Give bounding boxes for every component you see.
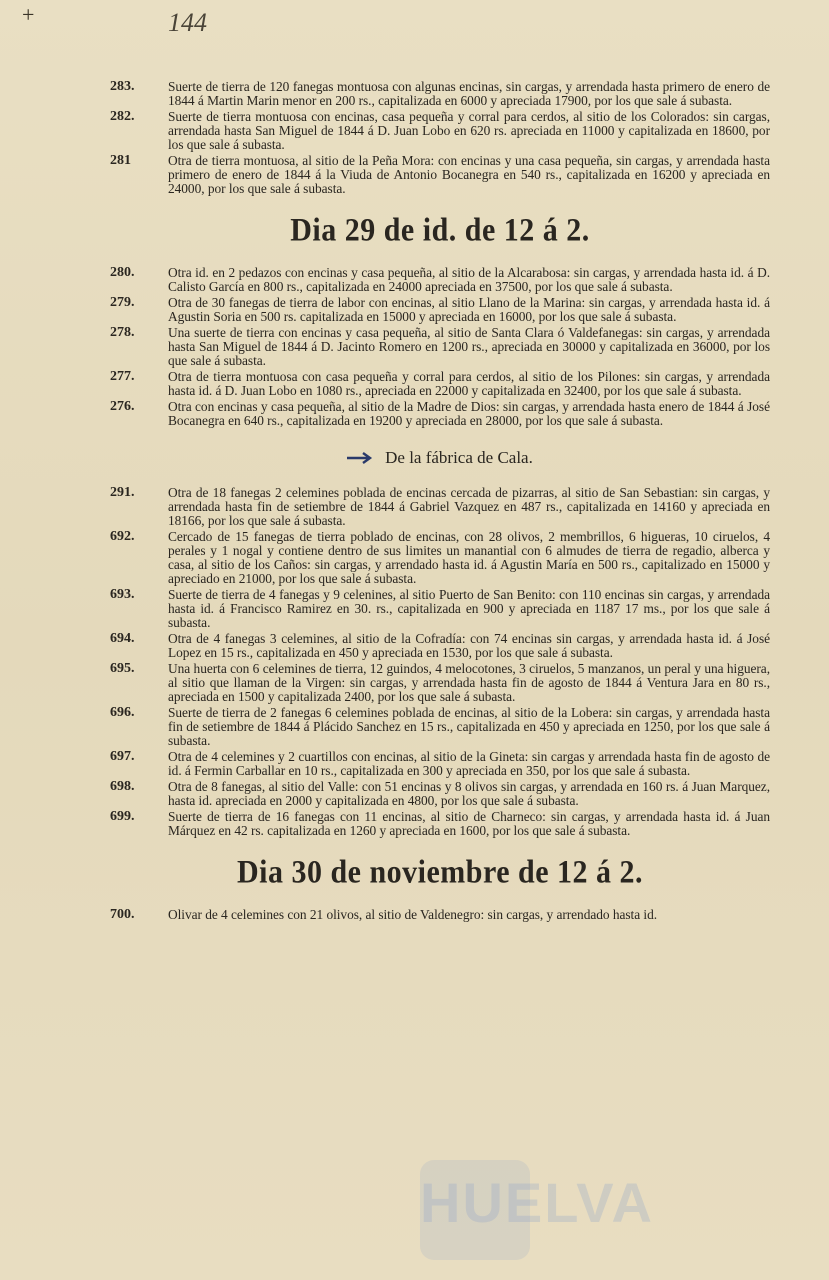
- lot-description: Suerte de tierra de 16 fanegas con 11 encinas, al sitio de Charneco: sin cargas, y arrendada hasta id. á Juan Márquez en 42 rs. capitalizada en 1260 y apreciada en 1600, por los que sale á subasta.: [168, 809, 770, 838]
- entries-group-intro: [110, 80, 770, 196]
- lot-description: Suerte de tierra de 2 fanegas 6 celemines poblada de encinas, al sitio de la Lobera: sin cargas, y arrendada hasta fin de setiembre de 1844 á Plácido Sanchez en 15 rs., capitalizada en 450 y apreciada en 1250, por los que sale á subasta.: [168, 705, 770, 748]
- lot-number: 277.: [110, 369, 135, 384]
- lot-entry: [110, 80, 770, 108]
- lot-number: 276.: [110, 399, 135, 414]
- corner-mark: +: [22, 2, 35, 27]
- lot-entry: [110, 110, 770, 152]
- lot-number: 291.: [110, 485, 135, 500]
- entries-group-day-29: [110, 266, 770, 428]
- day-heading-29: Dia 29 de id. de 12 á 2.: [290, 212, 590, 249]
- lot-number: 693.: [110, 587, 135, 602]
- lot-entry: [110, 662, 770, 704]
- lot-entry: [110, 810, 770, 838]
- lot-description: Una huerta con 6 celemines de tierra, 12 guindos, 4 melocotones, 3 ciruelos, 5 manzanos, un peral y una higuera, al sitio que llaman de la Virgen: sin cargas, y arrendada hasta fin de agosto de 1844 á Ventura Jara en 80 rs., apreciada en 1500 y capitalizada 2400, por los que sale á subasta.: [168, 661, 770, 704]
- lot-description: Suerte de tierra de 4 fanegas y 9 celenines, al sitio Puerto de San Benito: con 110 encinas sin cargas, y arrendada hasta id. á Francisco Ramirez en 30. rs., capitalizada en 900 y apreciada en 1187 17 ms., por los que sale á subasta.: [168, 587, 770, 630]
- document-body: [110, 80, 770, 924]
- lot-number: 699.: [110, 809, 135, 824]
- day-heading-30: Dia 30 de noviembre de 12 á 2.: [236, 854, 644, 891]
- lot-description: Otra de tierra montuosa, al sitio de la Peña Mora: con encinas y una casa pequeña, sin cargas, y arrendada hasta primero de enero de 1844 á la Viuda de Antonio Bocanegra en 540 rs., capitalizada en 16200 y apreciada en 24000, por los que sale á subasta.: [168, 153, 770, 196]
- lot-entry: [110, 370, 770, 398]
- pointing-hand-icon: [347, 452, 377, 464]
- lot-description: Otra de tierra montuosa con casa pequeña y corral para cerdos, al sitio de los Pilones: sin cargas, y arrendada hasta id. á D. Juan Lobo en 1080 rs., apreciada en 22000 y capitalizada en 32400, por los que sale á subasta.: [168, 369, 770, 398]
- lot-number: 697.: [110, 749, 135, 764]
- lot-number: 696.: [110, 705, 135, 720]
- lot-description: Suerte de tierra montuosa con encinas, casa pequeña y corral para cerdos, al sitio de los Colorados: sin cargas, arrendada hasta San Miguel de 1844 á D. Juan Lobo en 620 rs. apreciada en 11000 y capitalizada en 18600, por los que sale á subasta.: [168, 109, 770, 152]
- lot-number: 694.: [110, 631, 135, 646]
- lot-description: Una suerte de tierra con encinas y casa pequeña, al sitio de Santa Clara ó Valdefanegas: sin cargas, y arrendada hasta San Miguel de 1844 á D. Jacinto Romero en 1200 rs., apreciada en 30000 y capitalizada en 36000, por los que sale á subasta.: [168, 325, 770, 368]
- lot-entry: [110, 400, 770, 428]
- entries-group-cala: [110, 486, 770, 838]
- lot-entry: [110, 154, 770, 196]
- lot-entry: [110, 908, 770, 922]
- lot-description: Otra id. en 2 pedazos con encinas y casa pequeña, al sitio de la Alcarabosa: sin cargas, y arrendada hasta id. á D. Calisto García en 800 rs., capitalizada en 24000 apreciada en 37500, por los que sale á subasta.: [168, 265, 770, 294]
- entries-group-day-30: [110, 908, 770, 922]
- lot-entry: [110, 588, 770, 630]
- lot-number: 281: [110, 153, 131, 168]
- section-heading-label: De la fábrica de Cala.: [385, 448, 533, 467]
- lot-description: Otra de 4 celemines y 2 cuartillos con encinas, al sitio de la Gineta: sin cargas y arrendada hasta fin de agosto de id. á Fermin Carballar en 10 rs., capitalizada en 300 y apreciada en 350, por los que sale á subasta.: [168, 749, 770, 778]
- lot-description: Otra de 4 fanegas 3 celemines, al sitio de la Cofradía: con 74 encinas sin cargas, y arrendada hasta id. á José Lopez en 15 rs., capitalizada en 450 y apreciada en 1530, por los que sale á subasta.: [168, 631, 770, 660]
- lot-number: 700.: [110, 907, 135, 922]
- lot-number: 278.: [110, 325, 135, 340]
- lot-number: 283.: [110, 79, 135, 94]
- lot-description: Cercado de 15 fanegas de tierra poblado de encinas, con 28 olivos, 2 membrillos, 6 higueras, 10 ciruelos, 4 perales y 1 nogal y contiene dentro de sus limites un manantial con 6 almudes de tierra de regadio, alberca y casa, al sitio de los Caños: sin cargas, y arrendado hasta id. á Agustin María en 500 rs., capitalizado en 15000 y apreciado en 21000, por los que sale á subasta.: [168, 529, 770, 586]
- lot-entry: [110, 780, 770, 808]
- lot-entry: [110, 706, 770, 748]
- archive-watermark: HUELVA: [420, 1171, 654, 1234]
- lot-number: 698.: [110, 779, 135, 794]
- lot-entry: [110, 326, 770, 368]
- lot-description: Otra de 8 fanegas, al sitio del Valle: con 51 encinas y 8 olivos sin cargas, y arrendada en 160 rs. á Juan Marquez, hasta id. apreciada en 2000 y capitalizada en 4800, por los que sale á subasta.: [168, 779, 770, 808]
- lot-description: Olivar de 4 celemines con 21 olivos, al sitio de Valdenegro: sin cargas, y arrendado hasta id.: [168, 907, 658, 922]
- lot-description: Suerte de tierra de 120 fanegas montuosa con algunas encinas, sin cargas, y arrendada hasta primero de enero de 1844 á Martin Marin menor en 200 rs., capitalizada en 6000 y apreciada 17900, por los que sale á subasta.: [168, 79, 770, 108]
- lot-entry: [110, 266, 770, 294]
- lot-number: 282.: [110, 109, 135, 124]
- lot-number: 280.: [110, 265, 135, 280]
- lot-description: Otra de 30 fanegas de tierra de labor con encinas, al sitio Llano de la Marina: sin cargas, y arrendada hasta id. á Agustin Soria en 500 rs. capitalizada en 15000 y apreciada en 16000, por los que sale á subasta.: [168, 295, 770, 324]
- lot-entry: [110, 486, 770, 528]
- lot-description: Otra con encinas y casa pequeña, al sitio de la Madre de Dios: sin cargas, y arrendada hasta enero de 1844 á José Bocanegra en 640 rs., capitalizada en 19200 y apreciada en 28000, por los que sale á subasta.: [168, 399, 770, 428]
- lot-number: 695.: [110, 661, 135, 676]
- lot-number: 279.: [110, 295, 135, 310]
- lot-entry: [110, 632, 770, 660]
- lot-entry: [110, 530, 770, 586]
- lot-entry: [110, 296, 770, 324]
- lot-number: 692.: [110, 529, 135, 544]
- section-heading-cala: [110, 448, 770, 468]
- lot-description: Otra de 18 fanegas 2 celemines poblada de encinas cercada de pizarras, al sitio de San Sebastian: sin cargas, y arrendada hasta fin de setiembre de 1844 á Gabriel Vazquez en 487 rs., capitalizada en 14160 y apreciada en 18166, por los que sale á subasta.: [168, 485, 770, 528]
- page-number: 144: [168, 8, 207, 37]
- lot-entry: [110, 750, 770, 778]
